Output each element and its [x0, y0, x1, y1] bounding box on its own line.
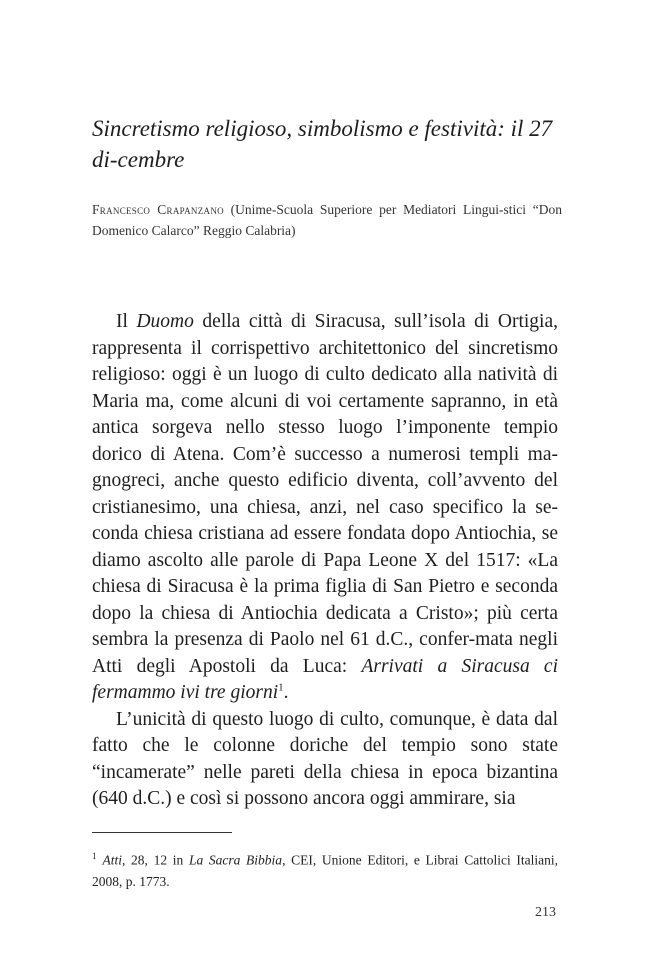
chapter-title: Sincretismo religioso, simbolismo e festività: il 27 di-cembre	[92, 116, 553, 172]
p1-duomo-italic: Duomo	[136, 311, 194, 332]
footnote-separator	[92, 832, 232, 833]
paragraph-2: L’unicità di questo luogo di culto, comunque, è data dal fatto che le colonne doriche del tempio sono state “incamerate” nelle pareti della chiesa in epoca bizantina (640 d.C.) e così si possono ancora oggi ammirare, sia	[92, 708, 558, 809]
footnote	[92, 846, 558, 892]
author-line	[92, 199, 562, 241]
footnote-atti-italic: Atti	[102, 852, 122, 868]
body-text	[92, 309, 558, 813]
footnote-text-1: , 28, 12 in	[122, 852, 189, 868]
footnote-bible-italic: La Sacra Bibbia	[188, 852, 283, 868]
author-affiliation: (Unime-Scuola Superiore per Mediatori Lingui-stici “Don Domenico Calarco” Reggio Calabria)	[92, 202, 562, 238]
page-number: 213	[535, 905, 556, 920]
footnote-text-2: , CEI, Unione Editori, e Librai Cattolici Italiani, 2008, p. 1773.	[92, 852, 558, 889]
paragraph-1	[92, 309, 558, 707]
p1-quote-italic: Arrivati a Siracusa ci fermammo ivi tre giorni	[92, 655, 559, 703]
p1-text-start: Il	[116, 311, 137, 332]
footnote-ref[interactable]: 1	[278, 681, 284, 694]
author-name: Francesco Crapanzano	[92, 202, 224, 217]
footnote-mark: 1	[92, 851, 97, 861]
p1-text-main: della città di Siracusa, sull’isola di Ortigia, rappresenta il corrispettivo architettonico del sincretismo religioso: oggi è un luogo di culto dedicato alla natività di Maria ma, come alcuni di voi certamente sapranno, in età antica sorgeva nello stesso luogo l’imponente tempio dorico di Atena. Com’è successo a numerosi templi ma-gnogreci, anche questo edificio diventa, coll’avvento del cristianesimo, una chiesa, anzi, nel caso specifico la se-conda chiesa cristiana ad essere fondata dopo Antiochia, se diamo ascolto alle parole di Papa Leone X del 1517: «La chiesa di Siracusa è la prima figlia di San Pietro e seconda dopo la chiesa di Antiochia dedicata a Cristo»; più certa sembra la presenza di Paolo nel 61 d.C., confer-mata negli Atti degli Apostoli da Luca:	[92, 311, 558, 677]
p1-text-end: .	[283, 682, 289, 703]
